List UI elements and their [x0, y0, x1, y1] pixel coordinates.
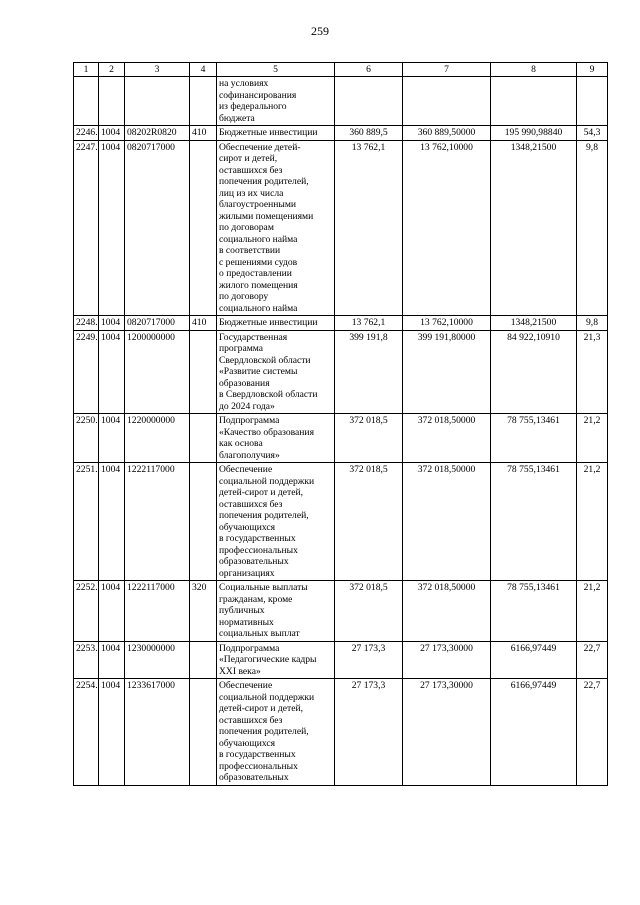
- column-header: 5: [217, 63, 335, 77]
- executed-cell: [491, 77, 577, 126]
- expense-type-cell: 320: [190, 581, 217, 642]
- target-code-cell: 0820717000: [125, 140, 190, 316]
- amount-cell: 372 018,5: [335, 463, 403, 581]
- executed-cell: 6166,97449: [491, 679, 577, 786]
- table-row: [74, 77, 608, 126]
- section-code-cell: 1004: [99, 414, 125, 463]
- section-code-cell: 1004: [99, 126, 125, 141]
- table-row: [74, 126, 608, 141]
- expense-type-cell: [190, 140, 217, 316]
- row-number-cell: 2247.: [74, 140, 99, 316]
- description-cell: Подпрограмма «Педагогические кадры XXI века»: [217, 641, 335, 679]
- amount-precise-cell: 27 173,30000: [403, 679, 491, 786]
- percent-cell: 21,3: [577, 330, 608, 414]
- header-row: [74, 63, 608, 77]
- percent-cell: [577, 77, 608, 126]
- section-code-cell: 1004: [99, 679, 125, 786]
- amount-cell: 27 173,3: [335, 641, 403, 679]
- executed-cell: 1348,21500: [491, 316, 577, 331]
- expense-type-cell: [190, 77, 217, 126]
- row-number-cell: 2250.: [74, 414, 99, 463]
- target-code-cell: 1233617000: [125, 679, 190, 786]
- amount-precise-cell: 13 762,10000: [403, 140, 491, 316]
- target-code-cell: 1222117000: [125, 581, 190, 642]
- amount-cell: 399 191,8: [335, 330, 403, 414]
- section-code-cell: 1004: [99, 463, 125, 581]
- description-cell: Государственная программа Свердловской области «Развитие системы образования в Свердловской области до 2024 года»: [217, 330, 335, 414]
- row-number-cell: [74, 77, 99, 126]
- amount-precise-cell: [403, 77, 491, 126]
- expense-type-cell: [190, 463, 217, 581]
- budget-table: [73, 62, 608, 786]
- target-code-cell: 1230000000: [125, 641, 190, 679]
- description-cell: Бюджетные инвестиции: [217, 126, 335, 141]
- executed-cell: 78 755,13461: [491, 581, 577, 642]
- percent-cell: 21,2: [577, 581, 608, 642]
- row-number-cell: 2248.: [74, 316, 99, 331]
- section-code-cell: 1004: [99, 316, 125, 331]
- expense-type-cell: [190, 641, 217, 679]
- amount-cell: 372 018,5: [335, 414, 403, 463]
- row-number-cell: 2249.: [74, 330, 99, 414]
- column-header: 1: [74, 63, 99, 77]
- page-number: 259: [311, 24, 329, 38]
- column-header: 4: [190, 63, 217, 77]
- target-code-cell: 0820717000: [125, 316, 190, 331]
- executed-cell: 1348,21500: [491, 140, 577, 316]
- percent-cell: 9,8: [577, 316, 608, 331]
- amount-precise-cell: 372 018,50000: [403, 414, 491, 463]
- target-code-cell: 1200000000: [125, 330, 190, 414]
- section-code-cell: [99, 77, 125, 126]
- table-row: [74, 641, 608, 679]
- target-code-cell: 1222117000: [125, 463, 190, 581]
- percent-cell: 21,2: [577, 414, 608, 463]
- row-number-cell: 2253.: [74, 641, 99, 679]
- section-code-cell: 1004: [99, 581, 125, 642]
- target-code-cell: 08202R0820: [125, 126, 190, 141]
- table-row: [74, 316, 608, 331]
- expense-type-cell: [190, 414, 217, 463]
- table-row: [74, 463, 608, 581]
- percent-cell: 22,7: [577, 641, 608, 679]
- expense-type-cell: [190, 330, 217, 414]
- description-cell: Обеспечение социальной поддержки детей-сирот и детей, оставшихся без попечения родителей, обучающихся в государственных профессиональных образовательных: [217, 679, 335, 786]
- section-code-cell: 1004: [99, 330, 125, 414]
- table-row: [74, 414, 608, 463]
- column-header: 8: [491, 63, 577, 77]
- description-cell: на условиях софинансирования из федерального бюджета: [217, 77, 335, 126]
- amount-cell: [335, 77, 403, 126]
- amount-precise-cell: 372 018,50000: [403, 463, 491, 581]
- column-header: 7: [403, 63, 491, 77]
- amount-cell: 13 762,1: [335, 140, 403, 316]
- expense-type-cell: [190, 679, 217, 786]
- amount-cell: 27 173,3: [335, 679, 403, 786]
- table-row: [74, 140, 608, 316]
- table-row: [74, 581, 608, 642]
- amount-cell: 13 762,1: [335, 316, 403, 331]
- description-cell: Обеспечение социальной поддержки детей-сирот и детей, оставшихся без попечения родителей, обучающихся в государственных профессиональных образовательных организациях: [217, 463, 335, 581]
- executed-cell: 84 922,10910: [491, 330, 577, 414]
- executed-cell: 78 755,13461: [491, 414, 577, 463]
- amount-cell: 372 018,5: [335, 581, 403, 642]
- target-code-cell: 1220000000: [125, 414, 190, 463]
- description-cell: Обеспечение детей- сирот и детей, оставшихся без попечения родителей, лиц из их числа благоустроенными жилыми помещениями по договорам социального найма в соответствии с решениями судов о предоставлении жилого помещения по договору социального найма: [217, 140, 335, 316]
- row-number-cell: 2252.: [74, 581, 99, 642]
- table-row: [74, 330, 608, 414]
- executed-cell: 78 755,13461: [491, 463, 577, 581]
- expense-type-cell: 410: [190, 126, 217, 141]
- amount-precise-cell: 372 018,50000: [403, 581, 491, 642]
- amount-precise-cell: 360 889,50000: [403, 126, 491, 141]
- column-header: 3: [125, 63, 190, 77]
- column-header: 2: [99, 63, 125, 77]
- table-row: [74, 679, 608, 786]
- executed-cell: 6166,97449: [491, 641, 577, 679]
- row-number-cell: 2254.: [74, 679, 99, 786]
- description-cell: Подпрограмма «Качество образования как основа благополучия»: [217, 414, 335, 463]
- amount-precise-cell: 13 762,10000: [403, 316, 491, 331]
- executed-cell: 195 990,98840: [491, 126, 577, 141]
- amount-cell: 360 889,5: [335, 126, 403, 141]
- amount-precise-cell: 399 191,80000: [403, 330, 491, 414]
- section-code-cell: 1004: [99, 641, 125, 679]
- percent-cell: 21,2: [577, 463, 608, 581]
- percent-cell: 22,7: [577, 679, 608, 786]
- target-code-cell: [125, 77, 190, 126]
- section-code-cell: 1004: [99, 140, 125, 316]
- description-cell: Бюджетные инвестиции: [217, 316, 335, 331]
- row-number-cell: 2251.: [74, 463, 99, 581]
- column-header: 6: [335, 63, 403, 77]
- row-number-cell: 2246.: [74, 126, 99, 141]
- amount-precise-cell: 27 173,30000: [403, 641, 491, 679]
- description-cell: Социальные выплаты гражданам, кроме публичных нормативных социальных выплат: [217, 581, 335, 642]
- column-header: 9: [577, 63, 608, 77]
- expense-type-cell: 410: [190, 316, 217, 331]
- percent-cell: 9,8: [577, 140, 608, 316]
- percent-cell: 54,3: [577, 126, 608, 141]
